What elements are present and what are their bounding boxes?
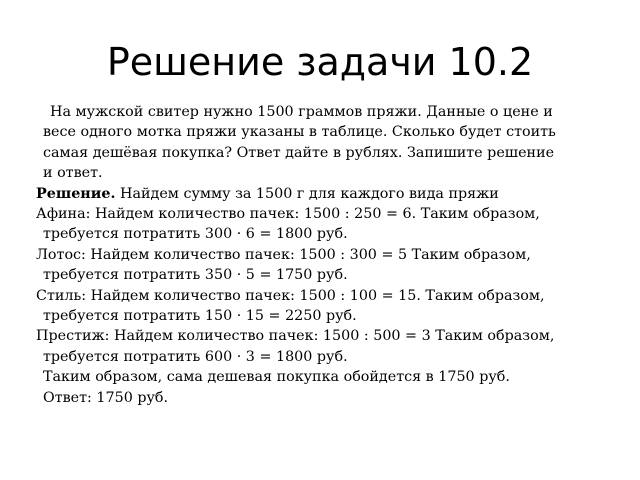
task-line-2: весе одного мотка пряжи указаны в таблице. Сколько будет стоить xyxy=(43,124,556,141)
solution-text: Найдем сумму за 1500 г для каждого вида пряжи xyxy=(115,185,499,202)
answer-paragraph xyxy=(36,388,611,408)
item-stil xyxy=(36,286,611,327)
item-prestige-line-2: требуется потратить 600 · 3 = 1800 руб. xyxy=(43,348,348,365)
task-line-3: самая дешёвая покупка? Ответ дайте в рублях. Запишите решение xyxy=(43,144,555,161)
item-stil-line-1: Стиль: Найдем количество пачек: 1500 : 100 = 15. Таким образом, xyxy=(36,287,545,304)
task-paragraph xyxy=(36,102,611,184)
item-athena xyxy=(36,204,611,245)
task-line-4: и ответ. xyxy=(43,165,103,182)
solution-line xyxy=(36,184,611,204)
slide-content xyxy=(36,102,611,408)
item-athena-line-2: требуется потратить 300 · 6 = 1800 руб. xyxy=(43,226,348,243)
task-line-1: На мужской свитер нужно 1500 граммов пряжи. Данные о цене и xyxy=(50,104,553,120)
item-lotos xyxy=(36,245,611,286)
item-athena-line-1: Афина: Найдем количество пачек: 1500 : 250 = 6. Таким образом, xyxy=(36,206,540,223)
item-lotos-line-2: требуется потратить 350 · 5 = 1750 руб. xyxy=(43,267,348,284)
conclusion-paragraph xyxy=(36,367,611,387)
item-prestige xyxy=(36,326,611,367)
solution-paragraph xyxy=(36,184,611,204)
item-lotos-line-1: Лотос: Найдем количество пачек: 1500 : 300 = 5 Таким образом, xyxy=(36,246,531,263)
solution-label: Решение. xyxy=(36,185,116,202)
answer-line: Ответ: 1750 руб. xyxy=(43,389,169,406)
item-prestige-line-1: Престиж: Найдем количество пачек: 1500 : 500 = 3 Таким образом, xyxy=(36,328,555,345)
item-stil-line-2: требуется потратить 150 · 15 = 2250 руб. xyxy=(43,308,357,325)
slide-title: Решение задачи 10.2 xyxy=(106,40,534,84)
conclusion-line: Таким образом, сама дешевая покупка обойдется в 1750 руб. xyxy=(43,369,510,386)
